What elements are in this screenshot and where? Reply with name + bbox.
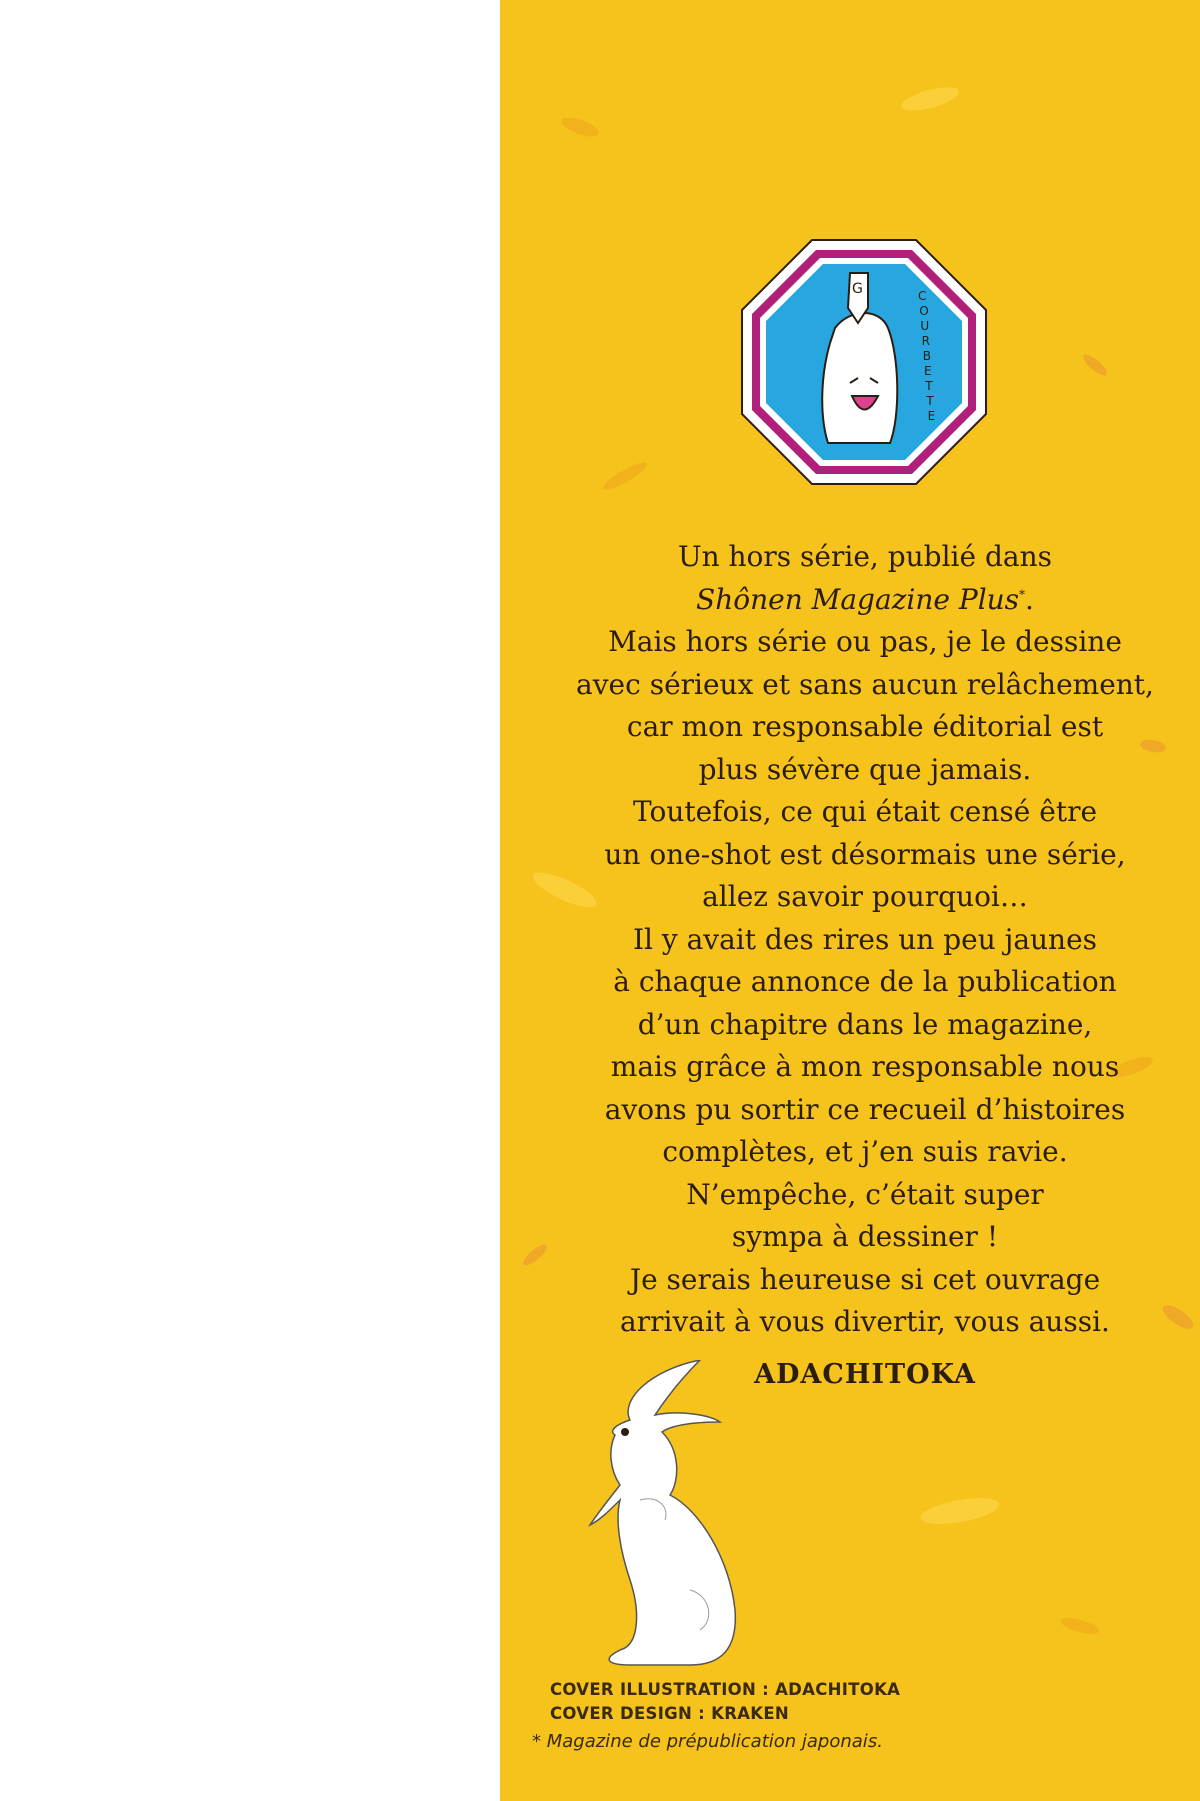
logo-letter: O [919,304,929,318]
cover-credits [550,1678,900,1726]
logo-letter: B [922,349,932,363]
text-line: d’un chapitre dans le magazine, [637,1007,1093,1041]
logo-letter: T [925,379,933,393]
text-line: Je serais heureuse si cet ouvrage [629,1262,1101,1296]
courbette-logo [740,238,988,486]
author-note [500,536,1200,1344]
author-signature: ADACHITOKA [754,1359,976,1390]
paper-fleck [919,1493,1002,1529]
logo-letter: T [926,394,934,408]
logo-letter: C [918,289,927,303]
credit-illustration: COVER ILLUSTRATION : ADACHITOKA [550,1680,901,1699]
footnote-marker: * [1019,587,1026,602]
text-line: avons pu sortir ce recueil d’histoires [604,1092,1126,1126]
magazine-line [500,579,1200,622]
white-rabbit-icon [570,1360,750,1680]
paper-fleck [1080,352,1109,379]
text-line: allez savoir pourquoi… [702,880,1028,913]
credit-design: COVER DESIGN : KRAKEN [550,1704,790,1723]
paper-fleck [1059,1615,1101,1637]
text-line: arrivait à vous divertir, vous aussi. [620,1305,1110,1338]
text-line: plus sévère que jamais. [698,752,1032,786]
paper-fleck [600,458,649,493]
text-line: à chaque annonce de la publication [613,965,1117,998]
logo-letter: R [921,334,930,348]
text-line: N’empêche, c’était super [686,1177,1044,1211]
text-line: Il y avait des rires un peu jaunes [632,922,1098,956]
magazine-end: . [1025,582,1034,616]
logo-letter: G [852,281,863,297]
text-line: Mais hors série ou pas, je le dessine [608,625,1122,658]
magazine-name: Shônen Magazine Plus [696,582,1020,616]
text-line: complètes, et j’en suis ravie. [662,1135,1068,1168]
text-line: sympa à dessiner ! [731,1220,999,1253]
footnote: * Magazine de prépublication japonais. [532,1731,883,1752]
text-line: mais grâce à mon responsable nous [610,1050,1120,1083]
logo-letter: E [924,364,932,378]
text-line: un one-shot est désormais une série, [604,837,1126,871]
text-line: Un hors série, publié dans [677,540,1052,573]
text-line: Toutefois, ce qui était censé être [632,795,1098,828]
logo-letter: U [920,319,930,333]
text-line: car mon responsable éditorial est [626,710,1104,743]
book-flap [500,0,1200,1801]
logo-letter: E [927,409,936,423]
text-line: avec sérieux et sans aucun relâchement, [576,667,1154,701]
paper-fleck [559,114,601,141]
paper-fleck [899,83,962,116]
